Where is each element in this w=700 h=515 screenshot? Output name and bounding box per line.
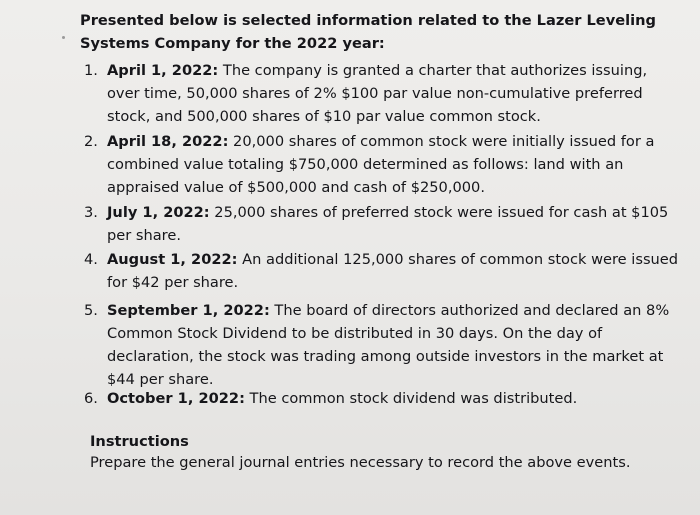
event-date: July 1, 2022: xyxy=(107,204,210,221)
instructions-body: Prepare the general journal entries necessary to record the above events. xyxy=(90,454,631,471)
event-item xyxy=(78,248,682,294)
instructions-section xyxy=(90,431,670,473)
event-number: 1. xyxy=(84,62,98,79)
stray-mark xyxy=(62,36,65,39)
event-item xyxy=(78,299,682,391)
event-text: 20,000 shares of common stock were initially issued for a combined value totaling $750,000 determined as follows: land with an appraised value of $500,000 and cash of $250,000. xyxy=(107,133,655,196)
intro-paragraph: Presented below is selected information related to the Lazer Leveling Systems Company for the 2022 year: xyxy=(80,12,656,52)
event-date: August 1, 2022: xyxy=(107,251,238,268)
event-number: 6. xyxy=(84,390,98,407)
event-number: 4. xyxy=(84,251,98,268)
event-number: 5. xyxy=(84,302,98,319)
event-date: October 1, 2022: xyxy=(107,390,245,407)
event-text: 25,000 shares of preferred stock were issued for cash at $105 per share. xyxy=(107,204,669,244)
event-date: September 1, 2022: xyxy=(107,302,270,319)
event-number: 3. xyxy=(84,204,98,221)
event-item xyxy=(78,201,682,247)
event-number: 2. xyxy=(84,133,98,150)
event-text: The common stock dividend was distributed. xyxy=(244,390,578,407)
event-date: April 18, 2022: xyxy=(107,133,229,150)
event-item xyxy=(78,59,682,128)
event-item xyxy=(78,387,682,410)
event-item xyxy=(78,130,682,199)
event-date: April 1, 2022: xyxy=(107,62,219,79)
instructions-heading: Instructions xyxy=(90,433,189,450)
event-text: An additional 125,000 shares of common stock were issued for $42 per share. xyxy=(107,251,679,291)
event-text: The company is granted a charter that authorizes issuing, over time, 50,000 shares of 2% $100 par value non-cumulative preferred stock, and 500,000 shares of $10 par value common stock. xyxy=(107,62,648,125)
event-text: The board of directors authorized and declared an 8% Common Stock Dividend to be distributed in 30 days. On the day of declaration, the stock was trading among outside investors in the market at $44 per share. xyxy=(107,302,670,388)
